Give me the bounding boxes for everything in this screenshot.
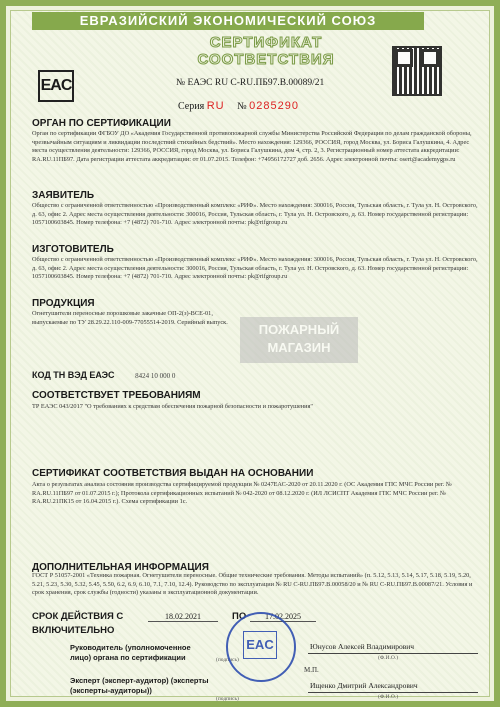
watermark-line2: МАГАЗИН — [267, 340, 331, 355]
series-number: 0285290 — [249, 100, 299, 112]
series-number-label: № — [237, 101, 247, 112]
compliance-heading: СООТВЕТСТВУЕТ ТРЕБОВАНИЯМ — [32, 390, 201, 401]
section-text-organ: Орган по сертификации ФГБОУ ДО «Академия Государственной противопожарной службы Министерства Российской Федерации по делам гражданской обороны, чрезвычайным ситуациям и ликвидации последствий стихийных бедствий». Место нахождения: 129366, РОССИЯ, город Москва, ул. Бориса Галушкина, 4. Адрес места осуществления деятельности: 129366, РОССИЯ, город Москва, ул. Бориса Галушкина, дом 4, стр. 2, 3. Регистрационный номер аттестата аккредитации: RA.RU.11ПБ97. Дата регистрации аттестата аккредитации: от 01.07.2015. Телефон: +74956172727 доб. 2656. Адрес электронной почты: osert@academygps.ru — [32, 130, 472, 163]
validity-from-label: СРОК ДЕЙСТВИЯ С — [32, 611, 124, 622]
basis-heading: СЕРТИФИКАТ СООТВЕТСТВИЯ ВЫДАН НА ОСНОВАНИИ — [32, 468, 314, 479]
compliance-text: ТР ЕАЭС 043/2017 "О требованиях к средствам обеспечения пожарной безопасности и пожаротушения" — [32, 403, 313, 410]
section-text-applicant: Общество с ограниченной ответственностью «Производственный комплекс «РИФ». Место нахождения: 300016, Россия, Тульская область, г. Тула ул. Н. Островского, д. 63, офис 2. Адрес места осуществления деятельности: 300016, Россия, Тульская область, г. Тула ул. Н. Островского, д. 63. Номер государственной регистрации: 1057100603845. Номер телефона: +7 (4872) 701-710. Адрес электронной почты: pk@rifgroup.ru — [32, 202, 478, 227]
union-banner: ЕВРАЗИЙСКИЙ ЭКОНОМИЧЕСКИЙ СОЮЗ — [32, 12, 424, 30]
certificate-title: СЕРТИФИКАТ СООТВЕТСТВИЯ — [197, 34, 335, 68]
certification-stamp-icon — [226, 612, 296, 682]
head-signature-line — [308, 653, 478, 654]
series-code: RU — [206, 100, 225, 112]
validity-inclusive: ВКЛЮЧИТЕЛЬНО — [32, 625, 115, 636]
head-name: Юнусов Алексей Владимирович — [310, 642, 415, 651]
tn-ved-label: КОД ТН ВЭД ЕАЭС — [32, 370, 115, 380]
eac-logo-icon: EAC — [38, 70, 74, 102]
additional-heading: ДОПОЛНИТЕЛЬНАЯ ИНФОРМАЦИЯ — [32, 562, 209, 573]
basis-text: Акта о результатах анализа состояния производства сертифицируемой продукции № 0247ЕАС-2020 от 20.11.2020 г. (ОС Академия ГПС МЧС России рег. № RA.RU.11ПБ97 от 01.07.2015 г.); Протокола сертификационных испытаний № 042-2020 от 08.12.2020 г. (ИЛ ЛСИСПТ Академия ГПС МЧС России рег. № RA.RU.21ПК15 от 16.04.2015 г.). Схема сертификации 1с. — [32, 481, 452, 506]
section-heading-manufacturer: ИЗГОТОВИТЕЛЬ — [32, 244, 114, 255]
certificate-number — [176, 78, 324, 88]
tn-ved-code — [32, 370, 175, 380]
section-text-manufacturer: Общество с ограниченной ответственностью «Производственный комплекс «РИФ». Место нахождения: 300016, Россия, Тульская область, г. Тула ул. Н. Островского, д. 63, офис 2. Адрес места осуществления деятельности: 300016, Россия, Тульская область, г. Тула ул. Н. Островского, д. 63. Номер государственной регистрации: 1057100603845. Номер телефона: +7 (4872) 701-710. Адрес электронной почты: pk@rifgroup.ru — [32, 256, 478, 281]
number-value: RU C-RU.ПБ97.В.00089/21 — [214, 78, 325, 88]
head-sign-caption: (подпись) — [216, 657, 239, 663]
tn-ved-value: 8424 10 000 0 — [135, 372, 176, 380]
series-label: Серия — [178, 101, 205, 112]
expert-signature-label — [70, 676, 210, 696]
shop-watermark — [240, 317, 358, 363]
watermark-line1: ПОЖАРНЫЙ — [258, 322, 340, 337]
expert-label-text: Эксперт (эксперт-аудитор) (эксперты (эксперты-аудиторы)) — [70, 676, 209, 695]
head-label-text: Руководитель (уполномоченное лицо) органа по сертификации — [70, 643, 191, 662]
number-prefix: № ЕАЭС — [176, 78, 213, 88]
section-text-product: Огнетушители переносные порошковые закачные ОП-2(з)-ВСЕ-01, выпускаемые по ТУ 28.29.22.110-009-77055514-2019. Серийный выпуск. — [32, 310, 228, 326]
stamp-place-mark: М.П. — [304, 666, 319, 674]
section-heading-product: ПРОДУКЦИЯ — [32, 298, 95, 309]
expert-signature-line — [308, 692, 478, 693]
head-fio-caption: (Ф.И.О.) — [378, 655, 399, 661]
section-heading-organ: ОРГАН ПО СЕРТИФИКАЦИИ — [32, 118, 171, 129]
additional-text: ГОСТ Р 51057-2001 «Техника пожарная. Огнетушители переносные. Общие технические требования. Методы испытаний» (п. 5.12, 5.13, 5.14, 5.17, 5.18, 5.19, 5.20, 5.21, 5.23, 5.30, 5.32, 5.45, 5.50, 6.2, 6.9, 6.10, 7.1, 7.10, 12.4). Руководство по эксплуатации № RU C-RU.ПБ97.В.00058/20 и № RU C-RU.ПБ97.В.00087/21. Условия и срок хранения, срок службы (годности) указаны в эксплуатационной документации. — [32, 572, 473, 597]
validity-from-date: 18.02.2021 — [148, 612, 218, 622]
validity-to-label: ПО — [232, 611, 247, 622]
series-line — [178, 100, 299, 112]
section-heading-applicant: ЗАЯВИТЕЛЬ — [32, 190, 95, 201]
validity-to-date: 17.02.2025 — [250, 612, 316, 622]
expert-fio-caption: (Ф.И.О.) — [378, 694, 399, 700]
expert-sign-caption: (подпись) — [216, 696, 239, 702]
expert-name: Ищенко Дмитрий Александрович — [310, 681, 418, 690]
qr-code-icon — [392, 46, 442, 96]
stamp-center: EAC — [243, 631, 277, 659]
head-signature-label — [70, 643, 210, 663]
